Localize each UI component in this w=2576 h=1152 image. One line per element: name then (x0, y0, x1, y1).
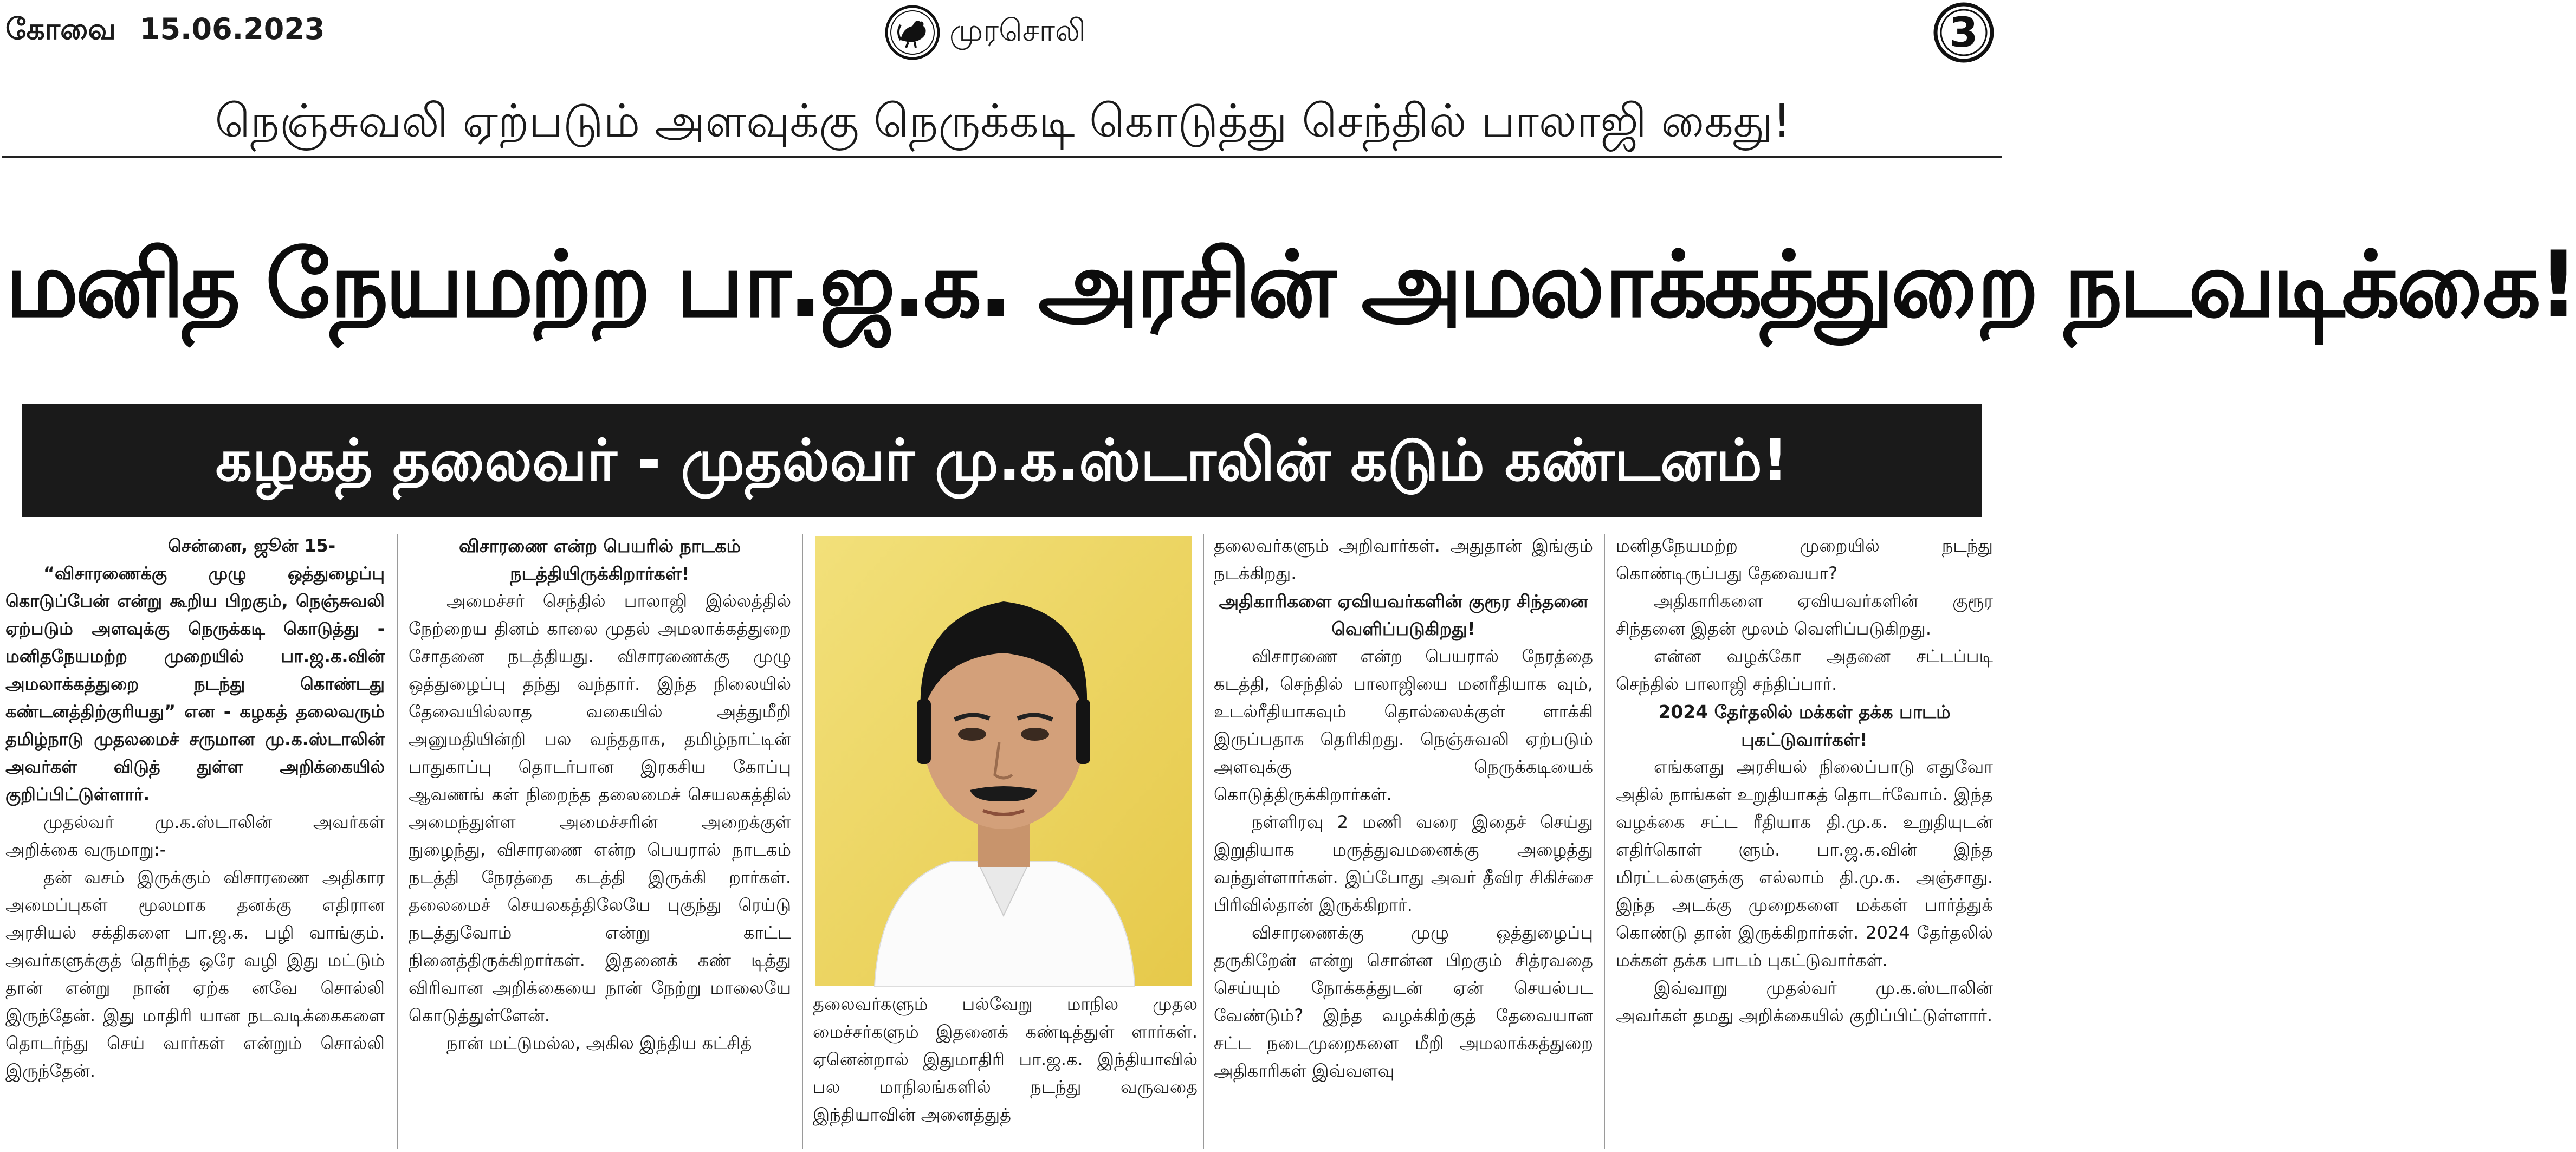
page-number-badge (1932, 1, 1995, 64)
body-paragraph: தன் வசம் இருக்கும் விசாரணை அதிகார அமைப்புகள் மூலமாக தனக்கு எதிரான அரசியல் சக்திகளை பா.ஜ.க. பழி வாங்கும். அவர்களுக்குத் தெரிந்த ஒரே வழி இது மட்டும் தான் என்று நான் ஏற்க னவே சொல்லி இருந்தேன். இது மாதிரி யான நடவடிக்கைகளை தொடர்ந்து செய் வார்கள் என்றும் சொல்லி இருந்தேன். (5, 867, 385, 1081)
article-column-3 (813, 991, 1198, 1129)
body-paragraph: எங்களது அரசியல் நிலைப்பாடு எதுவோ அதில் நாங்கள் உறுதியாகத் தொடர்வோம். இந்த வழக்கை சட்ட ரீதியாக தி.மு.க. உறுதியுடன் எதிர்கொள் ளும். பா.ஜ.க.வின் இந்த மிரட்டல்களுக்கு எல்லாம் தி.மு.க. அஞ்சாது. இந்த அடக்கு முறைகளை மக்கள் பார்த்துக் கொண்டு தான் இருக்கிறார்கள். 2024 தேர்தலில் மக்கள் தக்க பாடம் புகட்டுவார்கள். (1616, 756, 1993, 970)
article-column-1 (5, 532, 385, 1085)
column-divider (802, 534, 803, 1149)
kicker-headline: நெஞ்சுவலி ஏற்படும் அளவுக்கு நெருக்கடி கொடுத்து செந்தில் பாலாஜி கைது! (215, 94, 1791, 147)
body-paragraph: விசாரணை என்ற பெயரால் நேரத்தை கடத்தி, செந்தில் பாலாஜியை மனரீதியாக வும், உடல்ரீதியாகவும் தொல்லைக்குள் ளாக்கி இருப்பதாக தெரிகிறது. நெஞ்சுவலி ஏற்படும் அளவுக்கு நெருக்கடியைக் கொடுத்திருக்கிறார்கள். (1214, 646, 1593, 805)
body-paragraph: தலைவர்களும் பல்வேறு மாநில முதல மைச்சர்களும் இதனைக் கண்டித்துள் ளார்கள். ஏனென்றால் இதுமாதிரி பா.ஜ.க. இந்தியாவில் பல மாநிலங்களில் நடந்து வருவதை இந்தியாவின் அனைத்துத் (813, 994, 1198, 1125)
issue-date: 15.06.2023 (139, 12, 325, 46)
body-paragraph: முதல்வர் மு.க.ஸ்டாலின் அவர்கள் அறிக்கை வருமாறு:- (5, 812, 385, 860)
banner-strap (22, 404, 1982, 517)
body-paragraph: இவ்வாறு முதல்வர் மு.க.ஸ்டாலின் அவர்கள் தமது அறிக்கையில் குறிப்பிட்டுள்ளார். (1616, 978, 1993, 1026)
article-column-2 (409, 532, 791, 1057)
lead-paragraph: “விசாரணைக்கு முழு ஒத்துழைப்பு கொடுப்பேன் என்று கூறிய பிறகும், நெஞ்சுவலி ஏற்படும் அளவுக்கு நெருக்கடி கொடுத்து - மனிதநேயமற்ற முறையில் பா.ஜ.க.வின் அமலாக்கத்துறை நடந்து கொண்டது கண்டனத்திற்குரியது” என - கழகத் தலைவரும் தமிழ்நாடு முதலமைச் சருமான மு.க.ஸ்டாலின் அவர்கள் விடுத் துள்ள அறிக்கையில் குறிப்பிட்டுள்ளார். (5, 563, 385, 805)
kicker-divider (2, 156, 2002, 158)
subheading: 2024 தேர்தலில் மக்கள் தக்க பாடம் புகட்டுவார்கள்! (1658, 701, 1951, 750)
edition-name: கோவை (5, 12, 116, 46)
column-divider (397, 534, 398, 1149)
main-headline: மனித நேயமற்ற பா.ஜ.க. அரசின் அமலாக்கத்துறை நடவடிக்கை! (5, 231, 2576, 338)
body-paragraph: நள்ளிரவு 2 மணி வரை இதைச் செய்து இறுதியாக மருத்துவமனைக்கு அழைத்து வந்துள்ளார்கள். இப்போது அவர் தீவிர சிகிச்சை பிரிவில்தான் இருக்கிறார். (1214, 812, 1593, 915)
column-divider (1203, 534, 1204, 1149)
body-paragraph: விசாரணைக்கு முழு ஒத்துழைப்பு தருகிறேன் என்று சொன்ன பிறகும் சித்ரவதை செய்யும் நோக்கத்துடன் ஏன் செயல்பட வேண்டும்? இந்த வழக்கிற்குத் தேவையான சட்ட நடைமுறைகளை மீறி அமலாக்கத்துறை அதிகாரிகள் இவ்வளவு (1214, 922, 1593, 1081)
dateline: சென்னை, ஜூன் 15- (168, 535, 336, 556)
body-paragraph: தலைவர்களும் அறிவார்கள். அதுதான் இங்கும் நடக்கிறது. (1214, 535, 1593, 584)
body-paragraph: என்ன வழக்கோ அதனை சட்டப்படி செந்தில் பாலாஜி சந்திப்பார். (1616, 646, 1993, 694)
masthead (0, 0, 2004, 64)
body-paragraph: அதிகாரிகளை ஏவியவர்களின் குரூர சிந்தனை இதன் மூலம் வெளிப்படுகிறது. (1616, 591, 1993, 639)
body-paragraph: நான் மட்டுமல்ல, அகில இந்திய கட்சித் (446, 1033, 752, 1053)
edition-date-line (5, 12, 325, 50)
article-column-4 (1214, 532, 1593, 1085)
subheading: அதிகாரிகளை ஏவியவர்களின் குரூர சிந்தனை வெளிப்படுகிறது! (1219, 591, 1588, 639)
banner-text: கழகத் தலைவர் - முதல்வர் மு.க.ஸ்டாலின் கடும் கண்டனம்! (215, 427, 1789, 494)
portrait-photo (815, 536, 1192, 986)
article-column-5 (1616, 532, 1993, 1030)
page-number: 3 (1949, 8, 1978, 56)
paper-name: முரசொலி (949, 13, 1086, 48)
cockerel-emblem-icon (884, 4, 941, 61)
body-paragraph: மனிதநேயமற்ற முறையில் நடந்து கொண்டிருப்பது தேவையா? (1616, 535, 1993, 584)
body-paragraph: அமைச்சர் செந்தில் பாலாஜி இல்லத்தில் நேற்றைய தினம் காலை முதல் அமலாக்கத்துறை சோதனை நடத்தியது. விசாரணைக்கு முழு ஒத்துழைப்பு தந்து வந்தார். இந்த நிலையில் தேவையில்லாத வகையில் அத்துமீறி அனுமதியின்றி பல வந்ததாக, தமிழ்நாட்டின் பாதுகாப்பு தொடர்பான இரகசிய கோப்பு ஆவணங் கள் நிறைந்த தலைமைச் செயலகத்தில் அமைந்துள்ள அமைச்சரின் அறைக்குள் நுழைந்து, விசாரணை என்ற பெயரால் நாடகம் நடத்தி நேரத்தை கடத்தி இருக்கி றார்கள். தலைமைச் செயலகத்திலேயே புகுந்து ரெய்டு நடத்துவோம் என்று காட்ட நினைத்திருக்கிறார்கள். இதனைக் கண் டித்து விரிவான அறிக்கையை நான் நேற்று மாலையே கொடுத்துள்ளேன். (409, 591, 791, 1026)
subheading: விசாரணை என்ற பெயரில் நாடகம் நடத்தியிருக்கிறார்கள்! (458, 535, 741, 584)
column-divider (1604, 534, 1605, 1149)
